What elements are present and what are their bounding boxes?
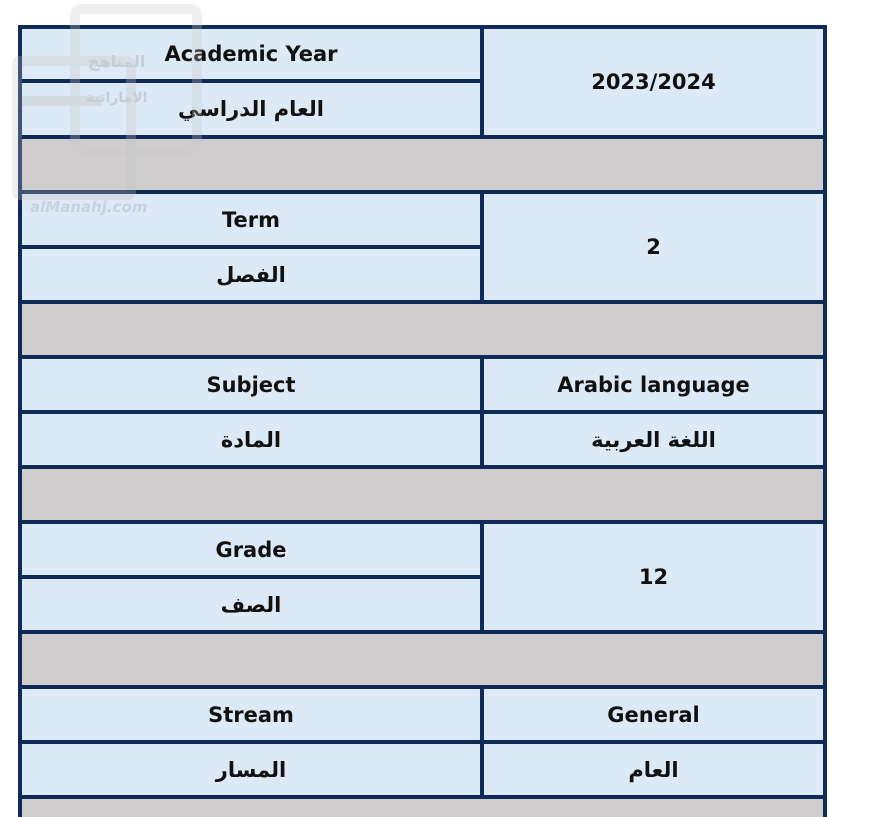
academic-year-label-ar: العام الدراسي [22,83,480,135]
separator-row [22,634,823,685]
stream-label-ar: المسار [22,744,480,795]
info-table [18,25,827,817]
grade-label-ar: الصف [22,579,480,630]
separator-row [22,139,823,190]
stream-value-en: General [484,689,823,740]
watermark-text: الاماراتية [86,90,148,106]
stream-value-ar: العام [484,744,823,795]
separator-row [22,304,823,355]
separator-row [22,799,823,817]
academic-year-label-en: Academic Year [22,29,480,79]
term-label-en: Term [22,194,480,245]
watermark-text: alManahj.com [30,198,148,216]
subject-label-en: Subject [22,359,480,410]
term-label-ar: الفصل [22,249,480,300]
watermark-text: المناهج [88,52,146,71]
academic-year-value: 2023/2024 [484,29,823,135]
subject-label-ar: المادة [22,414,480,465]
grade-label-en: Grade [22,524,480,575]
subject-value-en: Arabic language [484,359,823,410]
term-value: 2 [484,194,823,300]
grade-value: 12 [484,524,823,630]
subject-value-ar: اللغة العربية [484,414,823,465]
stream-label-en: Stream [22,689,480,740]
separator-row [22,469,823,520]
